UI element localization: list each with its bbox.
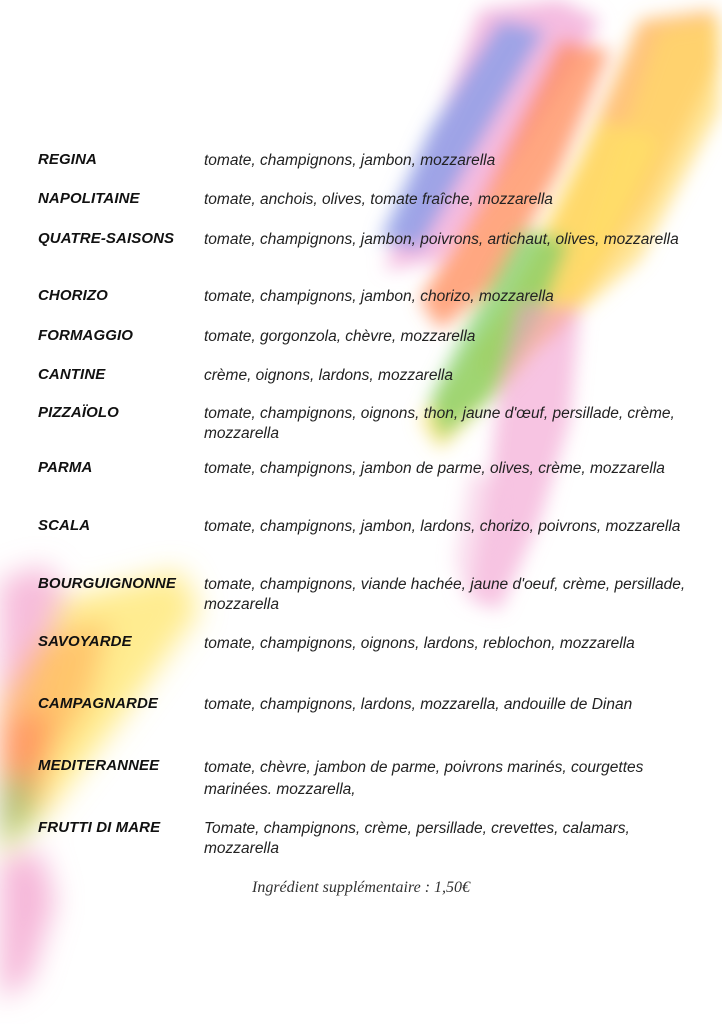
pizza-ingredients: tomate, chèvre, jambon de parme, poivrons marinés, courgettes marinées. mozzarella, <box>204 759 644 798</box>
pizza-name: REGINA <box>38 151 97 168</box>
pizza-ingredients: tomate, anchois, olives, tomate fraîche, mozzarella <box>204 191 553 208</box>
pizza-ingredients: tomate, champignons, viande hachée, jaune d'oeuf, crème, persillade, mozzarella <box>204 576 686 613</box>
pizza-name: PIZZAÏOLO <box>38 404 119 421</box>
pizza-name: NAPOLITAINE <box>38 190 140 207</box>
pizza-ingredients: tomate, champignons, oignons, thon, jaune d'œuf, persillade, crème, mozzarella <box>204 405 675 442</box>
pizza-name: MEDITERANNEE <box>38 757 160 774</box>
pizza-ingredients: tomate, champignons, jambon, chorizo, mozzarella <box>204 288 554 305</box>
pizza-ingredients: tomate, champignons, jambon, lardons, chorizo, poivrons, mozzarella <box>204 518 681 535</box>
pizza-name: FRUTTI DI MARE <box>38 819 161 836</box>
pizza-name: SCALA <box>38 517 91 534</box>
pizza-name: CHORIZO <box>38 287 108 304</box>
pizza-ingredients: tomate, gorgonzola, chèvre, mozzarella <box>204 328 476 345</box>
supplement-note: Ingrédient supplémentaire : 1,50€ <box>251 879 471 896</box>
pizza-name: QUATRE-SAISONS <box>38 230 175 247</box>
pizza-name: CAMPAGNARDE <box>38 695 158 712</box>
pizza-ingredients: tomate, champignons, jambon, mozzarella <box>204 152 496 169</box>
pizza-ingredients: tomate, champignons, jambon de parme, olives, crème, mozzarella <box>204 460 665 477</box>
pizza-ingredients: Tomate, champignons, crème, persillade, crevettes, calamars, mozzarella <box>204 820 630 857</box>
pizza-ingredients: tomate, champignons, jambon, poivrons, artichaut, olives, mozzarella <box>204 231 679 248</box>
pizza-name: CANTINE <box>38 366 106 383</box>
pizza-name: BOURGUIGNONNE <box>38 575 176 592</box>
pizza-name: PARMA <box>38 459 93 476</box>
pizza-ingredients: tomate, champignons, lardons, mozzarella, andouille de Dinan <box>204 696 633 713</box>
pizza-name: SAVOYARDE <box>38 633 132 650</box>
pizza-ingredients: tomate, champignons, oignons, lardons, reblochon, mozzarella <box>204 635 635 652</box>
pizza-ingredients: crème, oignons, lardons, mozzarella <box>204 367 453 384</box>
pizza-name: FORMAGGIO <box>38 327 134 344</box>
